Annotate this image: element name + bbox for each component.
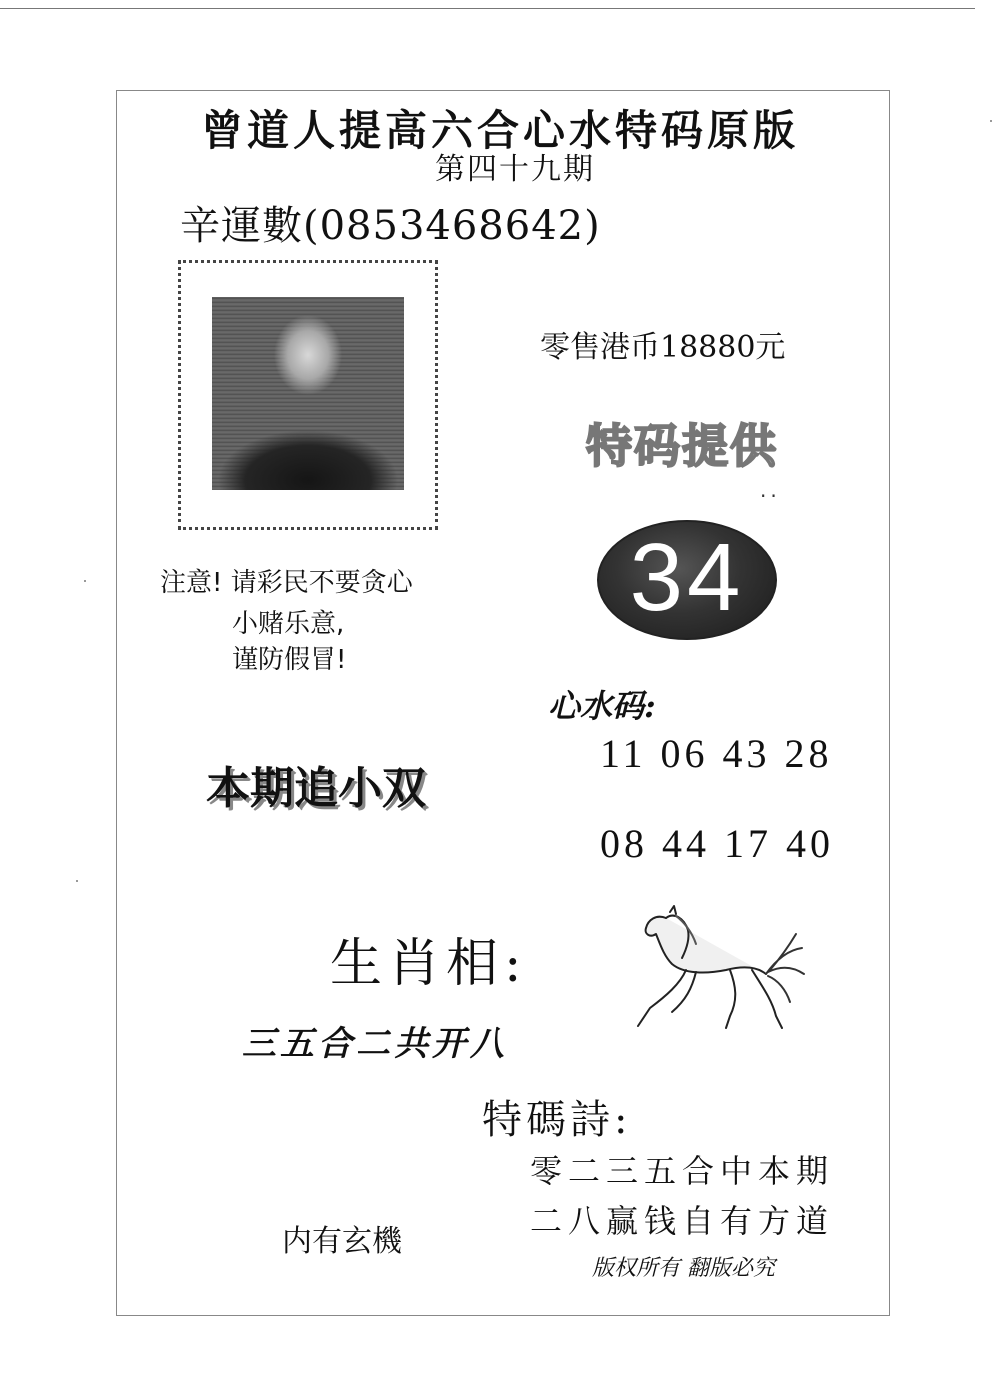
- poem-label: 特碼詩:: [482, 1097, 632, 1143]
- zodiac-combo: 三五合二共开八: [242, 1024, 508, 1064]
- decorative-dots: ..: [760, 478, 781, 502]
- heart-codes-label: 心水码:: [548, 687, 656, 725]
- heart-codes-row-1: 11 06 43 28: [600, 731, 833, 776]
- special-code-label: 特码提供: [586, 419, 778, 473]
- scan-speck: [76, 880, 78, 882]
- scan-speck: [84, 580, 86, 582]
- chase-note: 本期追小双: [206, 763, 426, 814]
- top-rule: [0, 8, 975, 9]
- portrait-photo: [212, 297, 404, 490]
- notice-line-2: 小赌乐意,: [232, 609, 345, 639]
- zodiac-label: 生肖相:: [330, 934, 528, 994]
- poem-line-2: 二八赢钱自有方道: [530, 1202, 835, 1240]
- lucky-number: 辛運數(0853468642): [180, 203, 601, 249]
- poem-line-1: 零二三五合中本期: [530, 1152, 835, 1190]
- special-number: 34: [629, 524, 745, 631]
- retail-price: 零售港币18880元: [540, 330, 786, 365]
- scan-speck: [990, 120, 992, 122]
- hint-text: 内有玄機: [282, 1224, 402, 1259]
- page-title: 曾道人提高六合心水特码原版: [200, 106, 799, 155]
- horse-icon: [626, 904, 806, 1034]
- notice-block: [232, 606, 346, 678]
- notice-line-1: 注意! 请彩民不要贪心: [160, 568, 413, 598]
- issue-number: 第四十九期: [435, 152, 595, 187]
- heart-codes-row-2: 08 44 17 40: [600, 821, 834, 866]
- notice-line-3: 谨防假冒!: [232, 645, 347, 675]
- copyright-notice: 版权所有 翻版必究: [592, 1256, 775, 1281]
